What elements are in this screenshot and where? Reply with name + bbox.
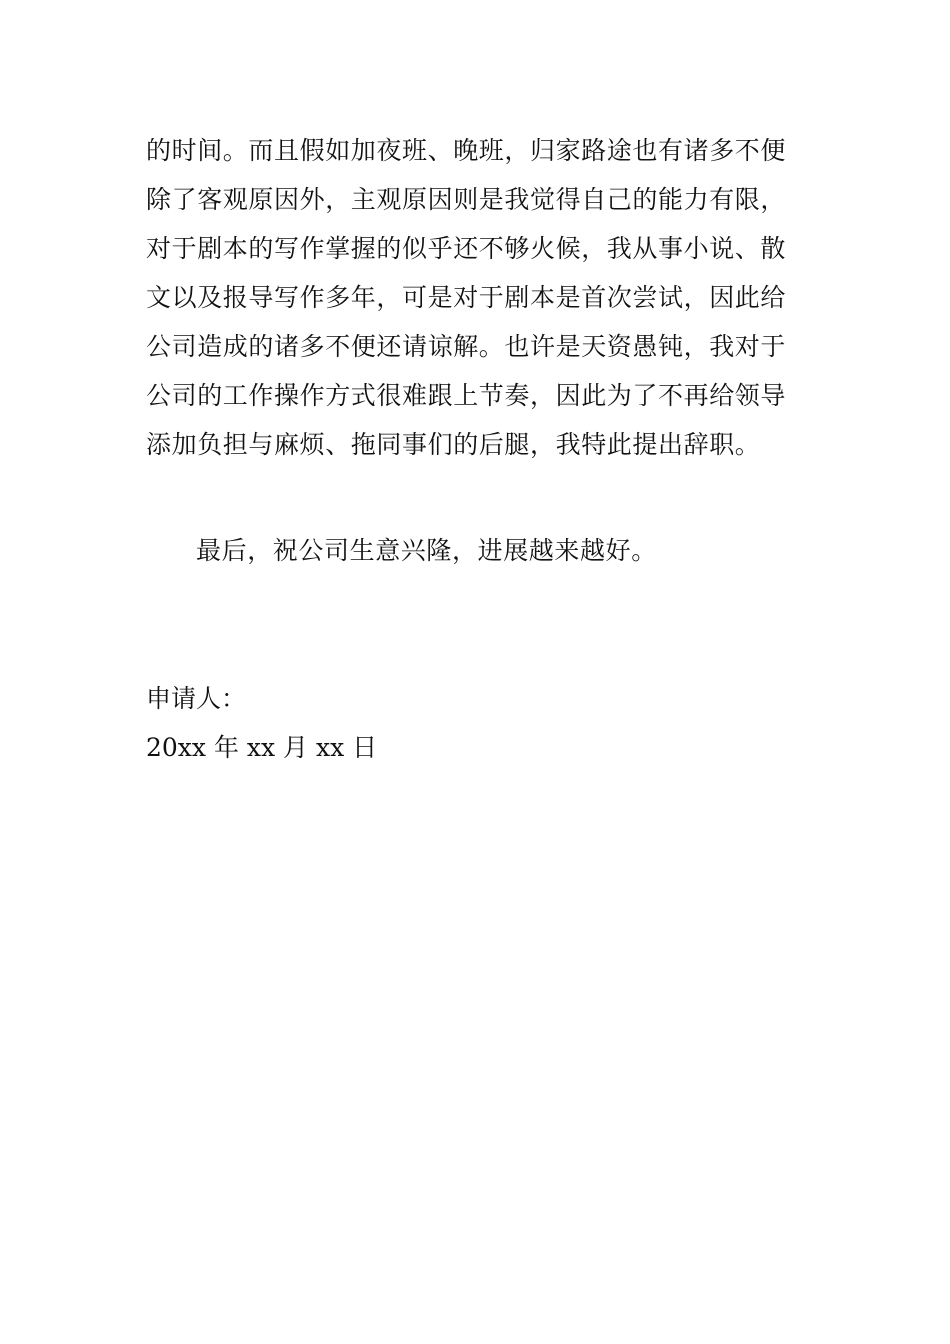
paragraph-line: 公司的工作操作方式很难跟上节奏，因此为了不再给领导 bbox=[146, 381, 787, 410]
paragraph-line: 添加负担与麻烦、拖同事们的后腿，我特此提出辞职。 bbox=[146, 430, 761, 459]
paragraph-line: 文以及报导写作多年，可是对于剧本是首次尝试，因此给 bbox=[146, 283, 787, 312]
paragraph-line: 除了客观原因外，主观原因则是我觉得自己的能力有限， bbox=[146, 185, 787, 214]
paragraph-line: 公司造成的诸多不便还请谅解。也许是天资愚钝，我对于 bbox=[146, 332, 787, 361]
paragraph-line: 的时间。而且假如加夜班、晚班，归家路途也有诸多不便 bbox=[146, 136, 787, 165]
paragraph-line: 对于剧本的写作掌握的似乎还不够火候，我从事小说、散 bbox=[146, 234, 787, 263]
body-paragraph bbox=[146, 126, 811, 469]
closing-wishes: 最后，祝公司生意兴隆，进展越来越好。 bbox=[196, 536, 657, 565]
applicant-label: 申请人： bbox=[146, 684, 247, 713]
signature-date: 20xx 年 xx 月 xx 日 bbox=[146, 733, 378, 762]
